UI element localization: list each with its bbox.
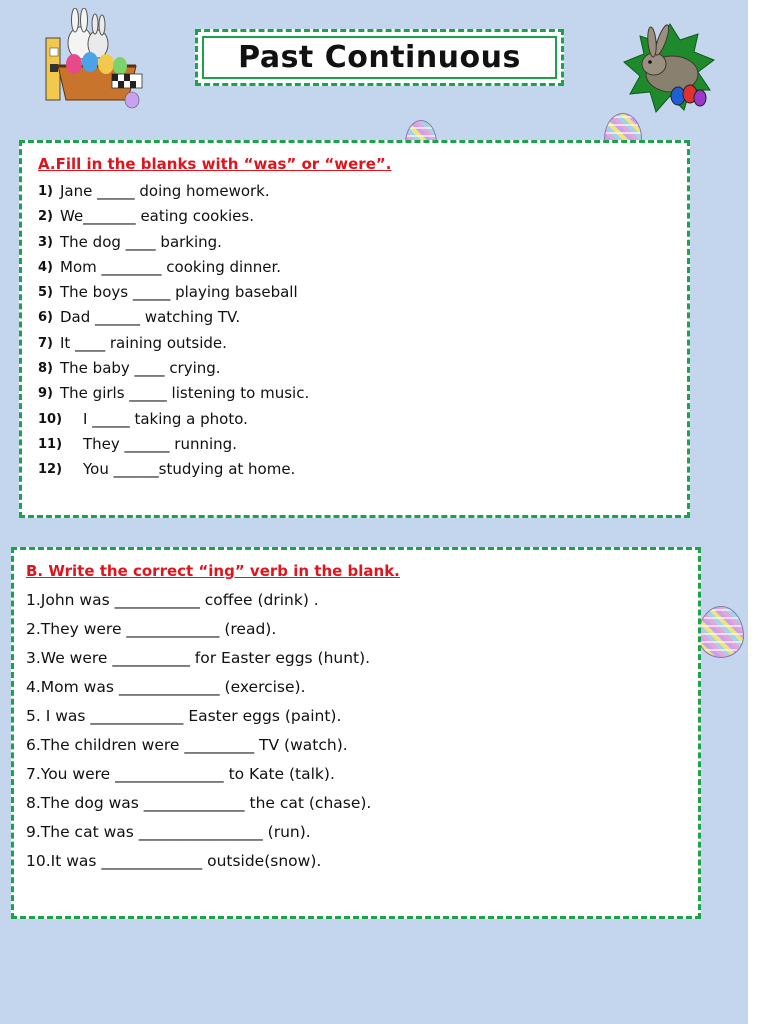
list-item: [38, 204, 671, 229]
item-text: It ____ raining outside.: [60, 333, 227, 352]
section-b-list: [26, 586, 686, 876]
list-item: 1.John was ___________ coffee (drink) .: [26, 591, 319, 609]
item-number: 10): [38, 411, 63, 427]
item-number: 9): [38, 386, 53, 402]
item-text: Dad ______ watching TV.: [60, 308, 241, 327]
item-number: 12): [38, 462, 63, 478]
page-title: Past Continuous: [238, 40, 521, 75]
list-item: [38, 381, 671, 406]
list-item: 7.You were ______________ to Kate (talk).: [26, 765, 335, 783]
list-item: 10.It was _____________ outside(snow).: [26, 852, 322, 870]
item-number: 7): [38, 335, 53, 351]
list-item: [38, 432, 671, 457]
list-item: 4.Mom was _____________ (exercise).: [26, 678, 306, 696]
item-text: The baby ____ crying.: [60, 359, 221, 378]
list-item: [38, 331, 671, 356]
section-a-heading-letter: A.: [38, 155, 56, 173]
easter-egg-icon: [698, 606, 744, 658]
list-item: [38, 305, 671, 330]
section-b-heading: B. Write the correct “ing” verb in the blank.: [26, 562, 400, 580]
section-a-heading-text: Fill in the blanks with “was” or “were”.: [55, 155, 392, 173]
page-edge: [748, 0, 768, 1024]
item-text: The boys _____ playing baseball: [60, 283, 298, 302]
list-item: 6.The children were _________ TV (watch).: [26, 736, 348, 754]
list-item: [38, 255, 671, 280]
item-number: 3): [38, 234, 53, 250]
list-item: 2.They were ____________ (read).: [26, 620, 277, 638]
item-number: 6): [38, 310, 53, 326]
list-item: 3.We were __________ for Easter eggs (hunt).: [26, 649, 371, 667]
item-text: We_______ eating cookies.: [60, 207, 254, 226]
item-text: They ______ running.: [83, 434, 237, 453]
list-item: [38, 407, 671, 432]
item-text: Jane _____ doing homework.: [60, 182, 270, 200]
item-text: Mom ________ cooking dinner.: [60, 257, 282, 276]
list-item: 5. I was ____________ Easter eggs (paint).: [26, 707, 342, 725]
list-item: [38, 457, 671, 482]
item-text: The girls _____ listening to music.: [60, 384, 310, 403]
item-text: The dog ____ barking.: [60, 232, 222, 251]
list-item: [38, 230, 671, 255]
list-item: 9.The cat was ________________ (run).: [26, 823, 311, 841]
list-item: [38, 179, 671, 204]
list-item: [38, 356, 671, 381]
section-a-box: [19, 140, 690, 518]
item-number: 8): [38, 361, 53, 377]
item-text: I _____ taking a photo.: [83, 409, 248, 428]
item-number: 1): [38, 184, 53, 199]
rabbit-with-eggs-clipart: [620, 20, 720, 118]
section-a-heading: [38, 155, 671, 173]
item-number: 11): [38, 436, 63, 452]
item-number: 4): [38, 259, 53, 275]
list-item: [38, 280, 671, 305]
item-number: 2): [38, 209, 53, 225]
list-item: 8.The dog was _____________ the cat (chase).: [26, 794, 372, 812]
title-box: [195, 29, 564, 86]
item-number: 5): [38, 285, 53, 301]
section-a-list: [38, 179, 671, 483]
bunnies-easter-basket-clipart: [40, 8, 150, 110]
item-text: You ______studying at home.: [83, 460, 296, 479]
section-b-box: [11, 547, 701, 919]
